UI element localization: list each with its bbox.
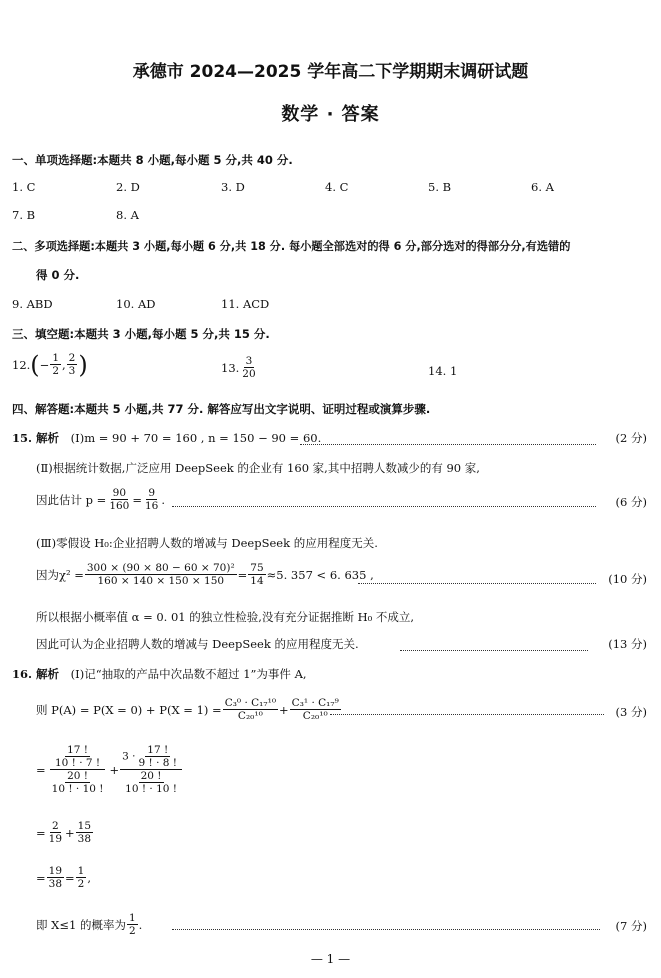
q16-probability: 则 P(A) = P(X = 0) + P(X = 1) = $\frac{\text{C₃⁰ · C₁₇¹⁰}}{\text{C₂₀¹⁰}}$ + $\frac{\text{C₃¹ · C₁₇⁹}}{\text{C₂₀¹⁰}}$ xyxy=(36,697,339,723)
page-subtitle: 数学 · 答案 xyxy=(281,104,380,125)
fraction: $\frac{9}{16}$ xyxy=(145,487,159,513)
q16-step1: = $\frac{\frac{17 !}{10 ! \cdot 7 !}}{\frac{20 !}{10 ! \cdot 10 !}}$ + 3 · $\frac{17 !}{9 ! \cdot 8 !}$ $\frac{20 !}{10 ! \cdot 10 !}$ xyxy=(36,744,183,795)
section4-heading: 四、解答题:本题共 5 小题,共 77 分. 解答应写出文字说明、证明过程或演算步骤. xyxy=(12,402,431,416)
fraction: $\frac{19}{38}$ xyxy=(48,865,63,891)
q15-conclusion1: 所以根据小概率值 α = 0. 01 的独立性检验,没有充分证据推断 H₀ 不成立, xyxy=(36,610,415,624)
fraction: $\frac{2}{19}$ xyxy=(48,820,63,846)
answer-3: 3. D xyxy=(221,180,245,194)
leader-dots xyxy=(300,444,596,445)
answer-12: 12. ( − $\frac{1}{2}$ , $\frac{2}{3}$ ) xyxy=(12,350,88,379)
q16-step2: = $\frac{2}{19}$ + $\frac{15}{38}$ xyxy=(36,820,92,846)
q16-part1: (Ⅰ)记“抽取的产品中次品数不超过 1”为事件 A, xyxy=(70,667,307,681)
answer-12-label: 12. xyxy=(12,357,31,372)
answer-10: 10. AD xyxy=(116,297,156,311)
fraction: $\frac{\text{300 × (90 × 80 − 60 × 70)²}}{160 \times 140 \times 150 \times 150}$ xyxy=(86,562,235,588)
q16-final: 即 X≤1 的概率为 $\frac{1}{2}$ . xyxy=(36,912,143,938)
fraction: $\frac{1}{2}$ xyxy=(128,912,136,938)
right-paren: ) xyxy=(78,350,88,379)
fraction: $\frac{2}{3}$ xyxy=(68,352,76,378)
q16-step3: = $\frac{19}{38}$ = $\frac{1}{2}$ , xyxy=(36,865,91,891)
answer-13: 13. $\frac{3}{20}$ xyxy=(221,355,256,381)
fraction: $\frac{90}{160}$ xyxy=(109,487,130,513)
compound-fraction: 3 · $\frac{17 !}{9 ! \cdot 8 !}$ $\frac{20 !}{10 ! \cdot 10 !}$ xyxy=(120,744,182,795)
score: (2 分) xyxy=(615,431,647,445)
section3-heading: 三、填空题:本题共 3 小题,每小题 5 分,共 15 分. xyxy=(12,327,270,341)
score: (6 分) xyxy=(615,495,647,509)
q15-block xyxy=(12,430,321,446)
fraction: $\frac{3}{20}$ xyxy=(242,355,256,381)
fraction: $\frac{\text{C₃⁰ · C₁₇¹⁰}}{\text{C₂₀¹⁰}}$ xyxy=(224,697,277,723)
leader-dots xyxy=(358,583,596,584)
answer-11: 11. ACD xyxy=(221,297,270,311)
q15-chi-square: 因为χ² = $\frac{\text{300 × (90 × 80 − 60 × 70)²}}{160 \times 140 \times 150 \times 150}$ = $\frac{75}{14}$ ≈5. 357 < 6. 635 , xyxy=(36,562,374,588)
answer-14: 14. 1 xyxy=(428,364,458,378)
q16-label: 16. 解析 xyxy=(12,667,60,681)
answer-5: 5. B xyxy=(428,180,452,194)
q16-block xyxy=(12,666,307,682)
answer-2: 2. D xyxy=(116,180,140,194)
score: (7 分) xyxy=(615,919,647,933)
score: (3 分) xyxy=(615,705,647,719)
minus-sign: − xyxy=(39,357,50,372)
left-paren: ( xyxy=(30,350,40,379)
answer-6: 6. A xyxy=(531,180,554,194)
fraction: $\frac{15}{38}$ xyxy=(77,820,92,846)
q15-part1: (Ⅰ)m = 90 + 70 = 160 , n = 150 − 90 = 60. xyxy=(70,431,322,445)
answer-1: 1. C xyxy=(12,180,36,194)
score: (10 分) xyxy=(608,572,647,586)
q15-conclusion2: 因此可认为企业招聘人数的增减与 DeepSeek 的应用程度无关. xyxy=(36,637,359,651)
fraction: $\frac{1}{2}$ xyxy=(52,352,59,378)
leader-dots xyxy=(330,714,604,715)
fraction: $\frac{75}{14}$ xyxy=(250,562,264,588)
compound-fraction xyxy=(47,744,109,795)
q15-part3: (Ⅲ)零假设 H₀:企业招聘人数的增减与 DeepSeek 的应用程度无关. xyxy=(36,536,378,550)
fraction: $\frac{1}{2}$ xyxy=(77,865,85,891)
page-number: — 1 — xyxy=(310,952,351,966)
fraction: $\frac{20 !}{10 ! \cdot 10 !}$ xyxy=(51,770,104,796)
q15-estimate: 因此估计 p = $\frac{90}{160}$ = $\frac{9}{16}$ . xyxy=(36,487,166,513)
leader-dots xyxy=(172,506,596,507)
answer-7: 7. B xyxy=(12,208,36,222)
q15-label: 15. 解析 xyxy=(12,431,60,445)
answer-9: 9. ABD xyxy=(12,297,53,311)
score: (13 分) xyxy=(608,637,647,651)
section2-heading-line1: 二、多项选择题:本题共 3 小题,每小题 6 分,共 18 分. 每小题全部选对的得 6 分,部分选对的得部分分,有选错的 xyxy=(12,240,571,253)
section1-heading: 一、单项选择题:本题共 8 小题,每小题 5 分,共 40 分. xyxy=(12,153,293,167)
answer-8: 8. A xyxy=(116,208,139,222)
fraction: $\frac{\text{C₃¹ · C₁₇⁹}}{\text{C₂₀¹⁰}}$ xyxy=(291,697,339,723)
section2-heading-line2: 得 0 分. xyxy=(36,268,80,282)
q15-part2: (Ⅱ)根据统计数据,广泛应用 DeepSeek 的企业有 160 家,其中招聘人数减少的有 90 家, xyxy=(36,461,480,475)
leader-dots xyxy=(400,650,588,651)
leader-dots xyxy=(172,929,600,930)
fraction: $\frac{17 !}{9 ! \cdot 8 !}$ xyxy=(138,744,177,770)
page-title: 承德市 2024—2025 学年高二下学期期末调研试题 xyxy=(132,62,529,82)
fraction: $\frac{17 !}{10 ! \cdot 7 !}$ xyxy=(54,744,101,770)
fraction: $\frac{20 !}{10 ! \cdot 10 !}$ xyxy=(125,770,177,796)
answer-4: 4. C xyxy=(325,180,349,194)
